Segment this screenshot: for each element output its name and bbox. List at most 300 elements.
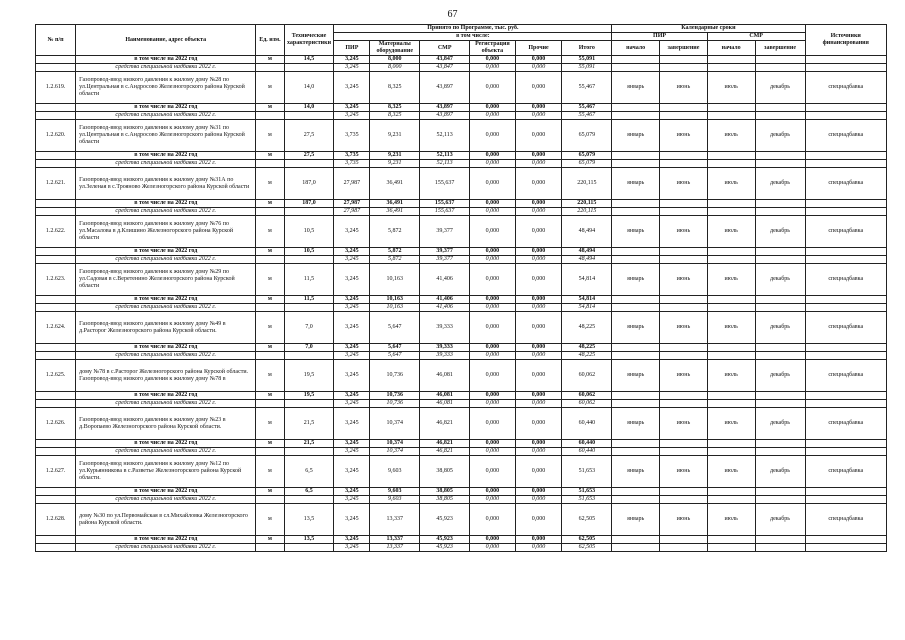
total-cell: 55,467 xyxy=(562,104,612,112)
tech-cell: 6,5 xyxy=(284,456,334,488)
label-cell: в том числе на 2022 год xyxy=(76,344,256,352)
smr-start-cell: июль xyxy=(707,360,755,392)
reg-cell: 0,000 xyxy=(470,304,516,312)
item-number: 1.2.625. xyxy=(36,360,76,392)
table-row xyxy=(36,256,887,264)
item-name: дому №78 в с.Расторог Железногорского района Курской области. Газопровод-ввод низкого давления к жилому дому №78 в xyxy=(76,360,256,392)
table-row: средства специальной надбавки 2022 г. 3,245 8,000 43,847 0,000 0,000 55,091 xyxy=(36,64,887,72)
pir-cell: 27,987 xyxy=(334,168,370,200)
reg-cell: 0,000 xyxy=(470,488,516,496)
tech-cell: 11,5 xyxy=(284,296,334,304)
smr-cell: 52,113 xyxy=(420,160,470,168)
smr-cell: 39,377 xyxy=(420,256,470,264)
label-cell: средства специальной надбавки 2022 г. xyxy=(76,496,256,504)
label-cell: средства специальной надбавки 2022 г. xyxy=(76,304,256,312)
unit-cell: м xyxy=(256,408,284,440)
total-cell: 55,467 xyxy=(562,112,612,120)
col-pir-end: завершение xyxy=(660,41,708,56)
smr-cell: 38,805 xyxy=(420,496,470,504)
table-row xyxy=(36,264,887,296)
mat-cell: 5,647 xyxy=(370,352,420,360)
pir-cell: 3,245 xyxy=(334,440,370,448)
reg-cell: 0,000 xyxy=(470,200,516,208)
col-total: Итого xyxy=(562,41,612,56)
unit-cell: м xyxy=(256,120,284,152)
total-cell: 48,494 xyxy=(562,248,612,256)
smr-cell: 46,081 xyxy=(420,392,470,400)
smr-cell: 41,406 xyxy=(420,296,470,304)
registration-cell: 0,000 xyxy=(470,456,516,488)
tech-cell: 13,5 xyxy=(284,504,334,536)
item-number: 1.2.620. xyxy=(36,120,76,152)
registration-cell: 0,000 xyxy=(470,360,516,392)
other-cell: 0,000 xyxy=(515,392,562,400)
unit-cell: м xyxy=(256,392,284,400)
total-cell: 65,079 xyxy=(562,120,612,152)
reg-cell: 0,000 xyxy=(470,104,516,112)
other-cell: 0,000 xyxy=(515,488,562,496)
reg-cell: 0,000 xyxy=(470,536,516,544)
unit-cell: м xyxy=(256,360,284,392)
col-smr-end: завершение xyxy=(755,41,805,56)
smr-end-cell: декабрь xyxy=(755,168,805,200)
reg-cell: 0,000 xyxy=(470,544,516,552)
total-cell: 54,814 xyxy=(562,264,612,296)
table-row xyxy=(36,208,887,216)
total-cell: 48,225 xyxy=(562,344,612,352)
other-cell: 0,000 xyxy=(515,440,562,448)
pir-cell: 3,245 xyxy=(334,216,370,248)
unit-cell: м xyxy=(256,456,284,488)
label-cell: в том числе на 2022 год xyxy=(76,536,256,544)
materials-cell: 9,603 xyxy=(370,456,420,488)
registration-cell: 0,000 xyxy=(470,216,516,248)
table-row xyxy=(36,352,887,360)
table-row xyxy=(36,344,887,352)
materials-cell: 9,231 xyxy=(370,120,420,152)
item-number: 1.2.621. xyxy=(36,168,76,200)
registration-cell: 0,000 xyxy=(470,120,516,152)
smr-cell: 46,081 xyxy=(420,400,470,408)
table-row xyxy=(36,304,887,312)
total-cell: 48,494 xyxy=(562,256,612,264)
tech-cell: 13,5 xyxy=(284,536,334,544)
mat-cell: 10,163 xyxy=(370,304,420,312)
col-source: Источники финансирования xyxy=(805,25,887,56)
smr-end-cell: декабрь xyxy=(755,216,805,248)
registration-cell: 0,000 xyxy=(470,72,516,104)
label-cell: средства специальной надбавки 2022 г. xyxy=(76,256,256,264)
table-row xyxy=(36,200,887,208)
smr-end-cell: декабрь xyxy=(755,504,805,536)
total-cell: 60,062 xyxy=(562,392,612,400)
tech-cell: 7,0 xyxy=(284,312,334,344)
source-cell: спецнадбавка xyxy=(805,408,887,440)
reg-cell: 0,000 xyxy=(470,400,516,408)
smr-end-cell: декабрь xyxy=(755,312,805,344)
item-name: Газопровод-ввод низкого давления к жилому дому №12 по ул.Курьянникова в с.Разветье Железногорского района Курской области. xyxy=(76,456,256,488)
smr-start-cell: июль xyxy=(707,216,755,248)
total-cell: 62,505 xyxy=(562,536,612,544)
materials-cell: 10,736 xyxy=(370,360,420,392)
materials-cell: 5,872 xyxy=(370,216,420,248)
total-cell: 48,494 xyxy=(562,216,612,248)
unit-cell: м xyxy=(256,488,284,496)
total-cell: 48,225 xyxy=(562,352,612,360)
label-cell: в том числе на 2022 год xyxy=(76,104,256,112)
mat-cell: 10,374 xyxy=(370,440,420,448)
table-row xyxy=(36,488,887,496)
registration-cell: 0,000 xyxy=(470,168,516,200)
mat-cell: 10,736 xyxy=(370,392,420,400)
tech-cell: 6,5 xyxy=(284,488,334,496)
mat-cell: 10,374 xyxy=(370,448,420,456)
pir-cell: 3,245 xyxy=(334,264,370,296)
reg-cell: 0,000 xyxy=(470,496,516,504)
other-cell: 0,000 xyxy=(515,536,562,544)
label-cell: в том числе на 2022 год xyxy=(76,392,256,400)
pir-cell: 3,245 xyxy=(334,536,370,544)
reg-cell: 0,000 xyxy=(470,208,516,216)
total-cell: 51,653 xyxy=(562,488,612,496)
mat-cell: 13,337 xyxy=(370,536,420,544)
smr-start-cell: июль xyxy=(707,456,755,488)
item-number: 1.2.628. xyxy=(36,504,76,536)
pir-start-cell: январь xyxy=(612,72,660,104)
table-row xyxy=(36,160,887,168)
table-row xyxy=(36,312,887,344)
pir-start-cell: январь xyxy=(612,264,660,296)
pir-start-cell: январь xyxy=(612,360,660,392)
label-cell: в том числе на 2022 год xyxy=(76,200,256,208)
registration-cell: 0,000 xyxy=(470,264,516,296)
total-cell: 51,653 xyxy=(562,456,612,488)
smr-cell: 52,113 xyxy=(420,120,470,152)
other-cell: 0,000 xyxy=(515,400,562,408)
table-row: в том числе на 2022 год м 14,5 3,245 8,000 43,847 0,000 0,000 55,091 xyxy=(36,56,887,64)
mat-cell: 9,231 xyxy=(370,152,420,160)
reg-cell: 0,000 xyxy=(470,256,516,264)
smr-cell: 41,406 xyxy=(420,304,470,312)
source-cell: спецнадбавка xyxy=(805,360,887,392)
total-cell: 60,440 xyxy=(562,448,612,456)
unit-cell: м xyxy=(256,168,284,200)
source-cell: спецнадбавка xyxy=(805,312,887,344)
table-row xyxy=(36,536,887,544)
pir-cell: 3,245 xyxy=(334,344,370,352)
label-cell: средства специальной надбавки 2022 г. xyxy=(76,160,256,168)
smr-cell: 39,333 xyxy=(420,312,470,344)
label-cell: средства специальной надбавки 2022 г. xyxy=(76,352,256,360)
label-cell: средства специальной надбавки 2022 г. xyxy=(76,544,256,552)
tech-cell: 7,0 xyxy=(284,344,334,352)
label-cell: в том числе на 2022 год xyxy=(76,488,256,496)
smr-cell: 39,377 xyxy=(420,216,470,248)
table-row xyxy=(36,104,887,112)
table-row xyxy=(36,440,887,448)
smr-end-cell: декабрь xyxy=(755,408,805,440)
total-cell: 48,225 xyxy=(562,312,612,344)
smr-cell: 39,333 xyxy=(420,344,470,352)
reg-cell: 0,000 xyxy=(470,248,516,256)
pir-cell: 27,987 xyxy=(334,208,370,216)
table-row xyxy=(36,392,887,400)
pir-end-cell: июнь xyxy=(660,312,708,344)
unit-cell: м xyxy=(256,344,284,352)
other-cell: 0,000 xyxy=(515,296,562,304)
pir-cell: 3,245 xyxy=(334,256,370,264)
pir-cell: 3,245 xyxy=(334,392,370,400)
col-name: Наименование, адрес объекта xyxy=(76,25,256,56)
smr-start-cell: июль xyxy=(707,408,755,440)
total-cell: 51,653 xyxy=(562,496,612,504)
total-cell: 62,505 xyxy=(562,544,612,552)
smr-end-cell: декабрь xyxy=(755,360,805,392)
smr-cell: 46,821 xyxy=(420,440,470,448)
item-name: Газопровод-ввод низкого давления к жилому дому №28 по ул.Центральная в с.Андросово Железногорского района Курской области xyxy=(76,72,256,104)
total-cell: 54,814 xyxy=(562,296,612,304)
other-cell: 0,000 xyxy=(515,200,562,208)
item-name: Газопровод-ввод низкого давления к жилому дому №49 в д.Расторог Железногорского района Курской области. xyxy=(76,312,256,344)
registration-cell: 0,000 xyxy=(470,312,516,344)
item-name: Газопровод-ввод низкого давления к жилому дому №31А по ул.Зеленая в с.Трояново Железногорского района Курской области xyxy=(76,168,256,200)
total-cell: 60,062 xyxy=(562,360,612,392)
total-cell: 220,115 xyxy=(562,208,612,216)
other-cell: 0,000 xyxy=(515,408,562,440)
table-row xyxy=(36,152,887,160)
col-calendar: Календарные сроки xyxy=(612,25,805,33)
col-accepted: Принято по Программе, тыс. руб. xyxy=(334,25,612,33)
tech-cell: 14,0 xyxy=(284,72,334,104)
smr-cell: 155,637 xyxy=(420,208,470,216)
pir-start-cell: январь xyxy=(612,456,660,488)
pir-end-cell: июнь xyxy=(660,360,708,392)
col-in-that: в том числе: xyxy=(334,33,612,41)
label-cell: в том числе на 2022 год xyxy=(76,440,256,448)
other-cell: 0,000 xyxy=(515,360,562,392)
smr-cell: 45,923 xyxy=(420,504,470,536)
reg-cell: 0,000 xyxy=(470,448,516,456)
mat-cell: 36,491 xyxy=(370,200,420,208)
other-cell: 0,000 xyxy=(515,544,562,552)
smr-cell: 155,637 xyxy=(420,200,470,208)
smr-end-cell: декабрь xyxy=(755,456,805,488)
table-row xyxy=(36,248,887,256)
other-cell: 0,000 xyxy=(515,352,562,360)
pir-cell: 3,245 xyxy=(334,448,370,456)
col-pir-start: начало xyxy=(612,41,660,56)
table-row xyxy=(36,296,887,304)
col-smr-start: начало xyxy=(707,41,755,56)
materials-cell: 10,163 xyxy=(370,264,420,296)
registration-cell: 0,000 xyxy=(470,408,516,440)
tech-cell: 27,5 xyxy=(284,120,334,152)
pir-cell: 3,245 xyxy=(334,400,370,408)
other-cell: 0,000 xyxy=(515,72,562,104)
smr-cell: 46,821 xyxy=(420,448,470,456)
pir-cell: 3,245 xyxy=(334,304,370,312)
unit-cell: м xyxy=(256,440,284,448)
source-cell: спецнадбавка xyxy=(805,216,887,248)
pir-cell: 3,245 xyxy=(334,488,370,496)
other-cell: 0,000 xyxy=(515,112,562,120)
pir-end-cell: июнь xyxy=(660,504,708,536)
pir-end-cell: июнь xyxy=(660,408,708,440)
col-tech: Технические характеристики xyxy=(284,25,334,56)
other-cell: 0,000 xyxy=(515,248,562,256)
unit-cell: м xyxy=(256,104,284,112)
unit-cell: м xyxy=(256,264,284,296)
smr-cell: 45,923 xyxy=(420,536,470,544)
mat-cell: 9,603 xyxy=(370,496,420,504)
other-cell: 0,000 xyxy=(515,304,562,312)
source-cell: спецнадбавка xyxy=(805,168,887,200)
other-cell: 0,000 xyxy=(515,160,562,168)
label-cell: средства специальной надбавки 2022 г. xyxy=(76,112,256,120)
pir-end-cell: июнь xyxy=(660,216,708,248)
mat-cell: 5,647 xyxy=(370,344,420,352)
tech-cell: 14,0 xyxy=(284,104,334,112)
item-number: 1.2.624. xyxy=(36,312,76,344)
mat-cell: 5,872 xyxy=(370,256,420,264)
tech-cell: 10,5 xyxy=(284,248,334,256)
item-name: Газопровод-ввод низкого давления к жилому дому №31 по ул.Центральная в с.Андросово Железногорского района Курской области xyxy=(76,120,256,152)
pir-cell: 3,245 xyxy=(334,248,370,256)
table-row xyxy=(36,448,887,456)
unit-cell: м xyxy=(256,216,284,248)
col-unit: Ед. изм. xyxy=(256,25,284,56)
total-cell: 55,467 xyxy=(562,72,612,104)
table-row xyxy=(36,72,887,104)
total-cell: 220,115 xyxy=(562,200,612,208)
mat-cell: 5,872 xyxy=(370,248,420,256)
unit-cell: м xyxy=(256,536,284,544)
smr-cell: 43,897 xyxy=(420,72,470,104)
mat-cell: 8,325 xyxy=(370,104,420,112)
label-cell: в том числе на 2022 год xyxy=(76,296,256,304)
table-row xyxy=(36,456,887,488)
col-cal-pir: ПИР xyxy=(612,33,708,41)
label-cell: средства специальной надбавки 2022 г. xyxy=(76,400,256,408)
table-header xyxy=(36,25,887,56)
other-cell: 0,000 xyxy=(515,344,562,352)
total-cell: 60,062 xyxy=(562,400,612,408)
table-row xyxy=(36,400,887,408)
smr-cell: 41,406 xyxy=(420,264,470,296)
smr-cell: 39,377 xyxy=(420,248,470,256)
other-cell: 0,000 xyxy=(515,264,562,296)
smr-cell: 155,637 xyxy=(420,168,470,200)
smr-start-cell: июль xyxy=(707,168,755,200)
item-number: 1.2.627. xyxy=(36,456,76,488)
label-cell: в том числе на 2022 год xyxy=(76,152,256,160)
materials-cell: 13,337 xyxy=(370,504,420,536)
pir-start-cell: январь xyxy=(612,120,660,152)
pir-cell: 3,735 xyxy=(334,160,370,168)
tech-cell: 19,5 xyxy=(284,360,334,392)
table-row xyxy=(36,504,887,536)
other-cell: 0,000 xyxy=(515,448,562,456)
source-cell: спецнадбавка xyxy=(805,72,887,104)
materials-cell: 8,325 xyxy=(370,72,420,104)
unit-cell: м xyxy=(256,200,284,208)
pir-end-cell: июнь xyxy=(660,264,708,296)
materials-cell: 10,374 xyxy=(370,408,420,440)
pir-cell: 3,245 xyxy=(334,312,370,344)
smr-cell: 38,805 xyxy=(420,488,470,496)
materials-cell: 5,647 xyxy=(370,312,420,344)
reg-cell: 0,000 xyxy=(470,160,516,168)
other-cell: 0,000 xyxy=(515,152,562,160)
item-number: 1.2.619. xyxy=(36,72,76,104)
reg-cell: 0,000 xyxy=(470,296,516,304)
tech-cell: 21,5 xyxy=(284,440,334,448)
tech-cell: 187,0 xyxy=(284,200,334,208)
other-cell: 0,000 xyxy=(515,208,562,216)
pir-cell: 3,245 xyxy=(334,456,370,488)
pir-cell: 3,735 xyxy=(334,152,370,160)
mat-cell: 13,337 xyxy=(370,544,420,552)
tech-cell: 19,5 xyxy=(284,392,334,400)
table-row xyxy=(36,120,887,152)
pir-cell: 3,245 xyxy=(334,296,370,304)
source-cell: спецнадбавка xyxy=(805,504,887,536)
col-other: Прочие xyxy=(515,41,562,56)
smr-cell: 45,923 xyxy=(420,544,470,552)
table-row xyxy=(36,216,887,248)
total-cell: 220,115 xyxy=(562,168,612,200)
pir-start-cell: январь xyxy=(612,312,660,344)
pir-cell: 3,245 xyxy=(334,352,370,360)
unit-cell: м xyxy=(256,312,284,344)
col-pir: ПИР xyxy=(334,41,370,56)
smr-end-cell: декабрь xyxy=(755,72,805,104)
label-cell: средства специальной надбавки 2022 г. xyxy=(76,448,256,456)
registration-cell: 0,000 xyxy=(470,504,516,536)
pir-start-cell: январь xyxy=(612,168,660,200)
pir-start-cell: январь xyxy=(612,504,660,536)
tech-cell: 187,0 xyxy=(284,168,334,200)
col-materials: Материалы оборудование xyxy=(370,41,420,56)
pir-cell: 3,245 xyxy=(334,72,370,104)
item-name: Газопровод-ввод низкого давления к жилому дому №76 по ул.Масалова в д.Клишино Железногорского района Курской области xyxy=(76,216,256,248)
item-number: 1.2.623. xyxy=(36,264,76,296)
mat-cell: 10,163 xyxy=(370,296,420,304)
mat-cell: 36,491 xyxy=(370,208,420,216)
item-name: Газопровод-ввод низкого давления к жилому дому №23 в д.Воропаево Железногорского района Курской области. xyxy=(76,408,256,440)
reg-cell: 0,000 xyxy=(470,152,516,160)
unit-cell: м xyxy=(256,248,284,256)
smr-cell: 46,081 xyxy=(420,360,470,392)
pir-end-cell: июнь xyxy=(660,168,708,200)
item-number: 1.2.622. xyxy=(36,216,76,248)
total-cell: 60,440 xyxy=(562,408,612,440)
page-number: 67 xyxy=(447,9,458,20)
smr-start-cell: июль xyxy=(707,504,755,536)
table-row xyxy=(36,544,887,552)
other-cell: 0,000 xyxy=(515,312,562,344)
total-cell: 65,079 xyxy=(562,160,612,168)
mat-cell: 9,603 xyxy=(370,488,420,496)
table-row xyxy=(36,168,887,200)
label-cell: средства специальной надбавки 2022 г. xyxy=(76,208,256,216)
mat-cell: 9,231 xyxy=(370,160,420,168)
materials-cell: 36,491 xyxy=(370,168,420,200)
col-cal-smr: СМР xyxy=(707,33,805,41)
unit-cell: м xyxy=(256,504,284,536)
other-cell: 0,000 xyxy=(515,256,562,264)
pir-cell: 27,987 xyxy=(334,200,370,208)
